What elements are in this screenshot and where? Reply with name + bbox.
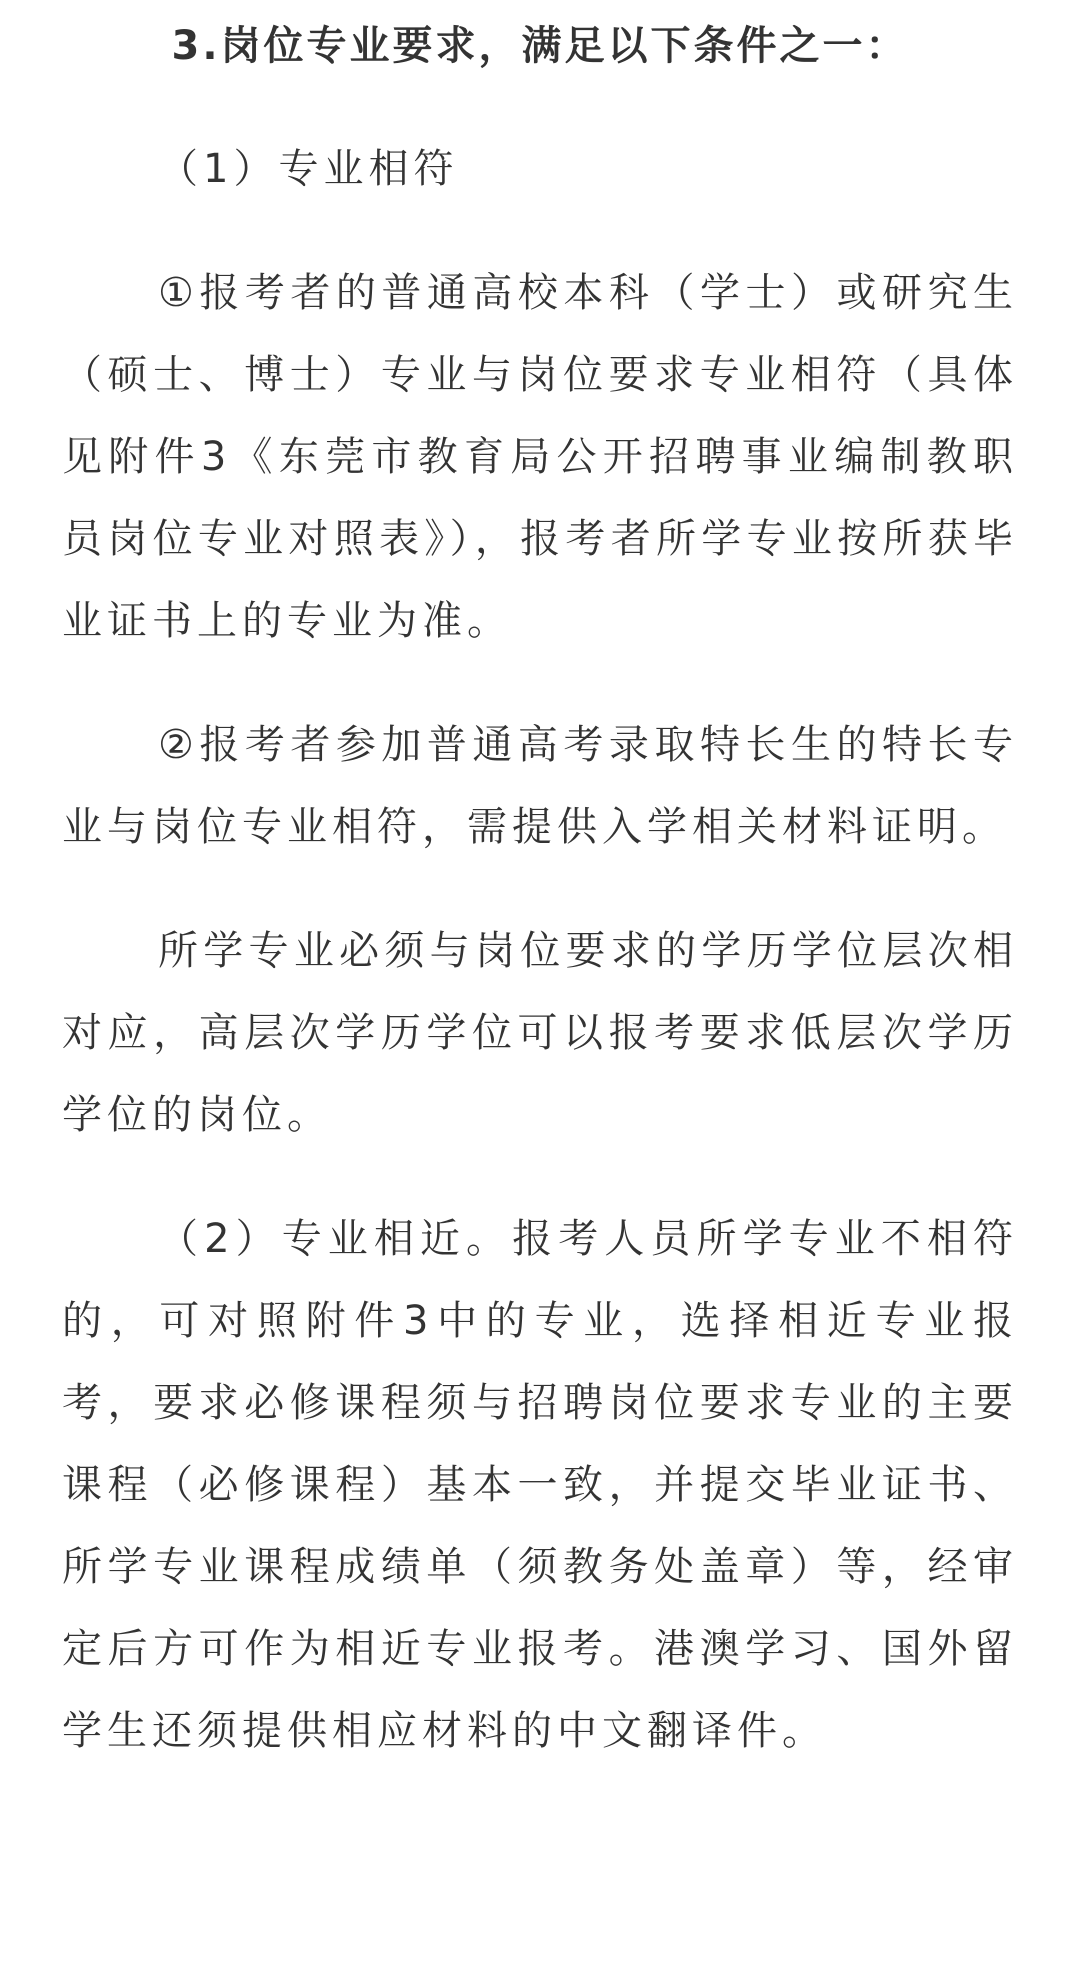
article-body [62,0,1018,1772]
paragraph-condition-1-title: （1）专业相符 [158,146,459,192]
paragraph-degree-level-note: 所学专业必须与岗位要求的学历学位层次相对应，高层次学历学位可以报考要求低层次学历学位的岗位。 [62,928,1018,1138]
paragraph-condition-2: （2）专业相近。报考人员所学专业不相符的，可对照附件3中的专业，选择相近专业报考，要求必修课程须与招聘岗位要求专业的主要课程（必修课程）基本一致，并提交毕业证书、所学专业课程成绩单（须教务处盖章）等，经审定后方可作为相近专业报考。港澳学习、国外留学生还须提供相应材料的中文翻译件。 [62,1216,1018,1754]
paragraph-condition-1-item-1: ①报考者的普通高校本科（学士）或研究生（硕士、博士）专业与岗位要求专业相符（具体见附件3《东莞市教育局公开招聘事业编制教职员岗位专业对照表》），报考者所学专业按所获毕业证书上的专业为准。 [62,270,1018,644]
paragraph-condition-1-item-2: ②报考者参加普通高考录取特长生的特长专业与岗位专业相符，需提供入学相关材料证明。 [62,722,1018,850]
section-heading: 3.岗位专业要求，满足以下条件之一： [171,23,909,69]
